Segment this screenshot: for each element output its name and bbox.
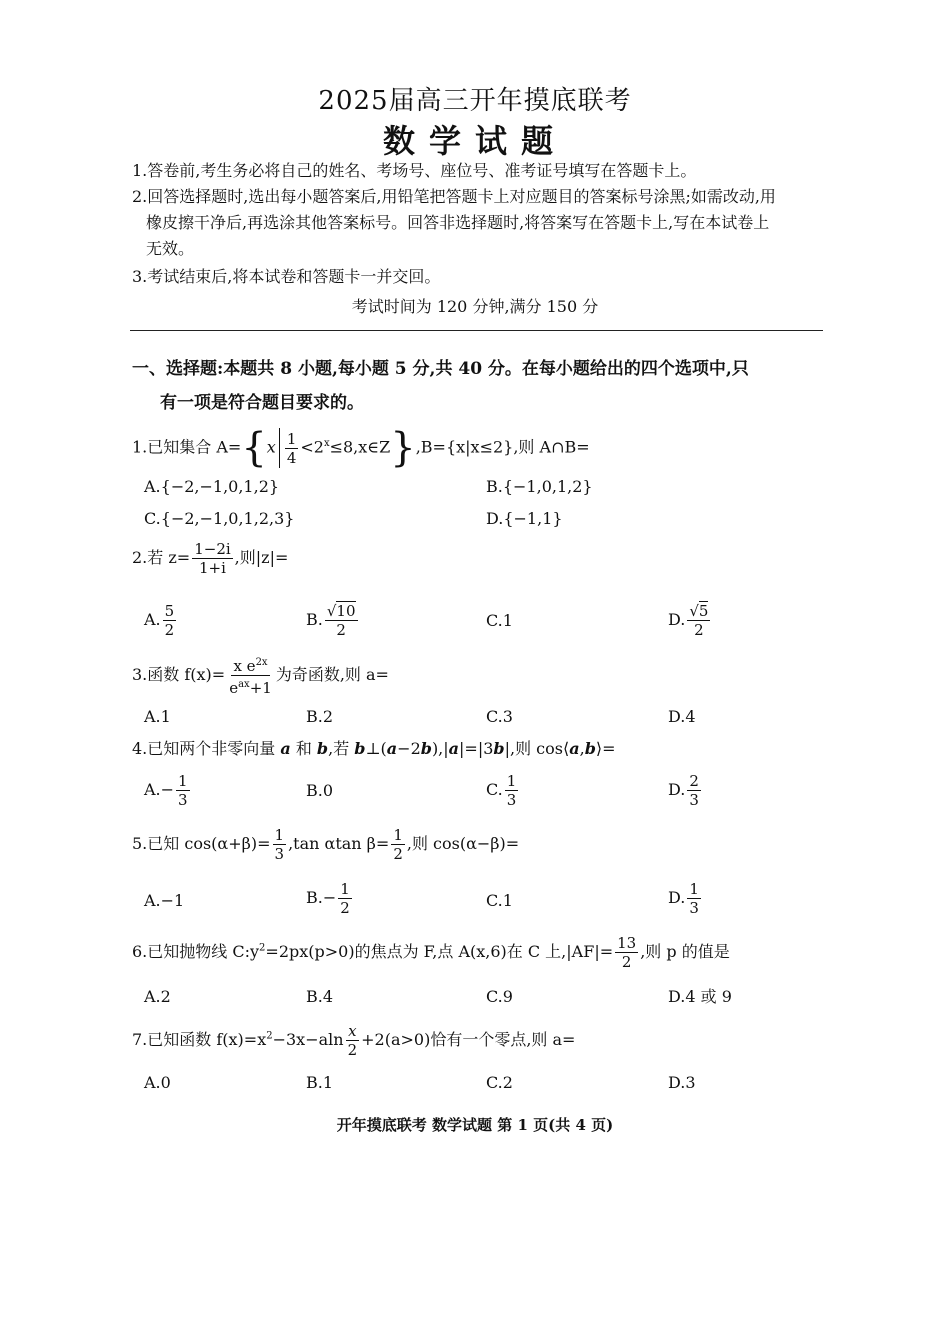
exam-time-info: 考试时间为 120 分钟,满分 150 分 bbox=[351, 297, 599, 316]
q7-option-c: C.2 bbox=[486, 1073, 513, 1092]
right-brace: } bbox=[390, 425, 416, 471]
q2-option-a: A. $\frac{5}{2}$ bbox=[144, 602, 175, 639]
page-footer: 开年摸底联考 数学试题 第 1 页(共 4 页) bbox=[336, 1116, 614, 1134]
q1-option-a: A.{−2,−1,0,1,2} bbox=[144, 477, 280, 496]
notice-1: 1.答卷前,考生务必将自己的姓名、考场号、座位号、准考证号填写在答题卡上。 bbox=[132, 161, 697, 180]
q4-option-c: C. $\frac{1}{3}$ bbox=[486, 772, 517, 809]
q5-option-d: D. $\frac{1}{3}$ bbox=[668, 880, 699, 917]
q6-option-d: D.4 或 9 bbox=[668, 987, 732, 1006]
fraction: $\frac{1-2i}{1+i}$ bbox=[194, 540, 231, 577]
q1-option-b: B.{−1,0,1,2} bbox=[486, 477, 593, 496]
subject-title: 数学试题 bbox=[382, 122, 567, 160]
question-4: 4.已知两个非零向量 a 和 b,若 b⊥(a−2b),|a|=|3b|,则 cos⟨a,b⟩= bbox=[132, 739, 616, 758]
question-2: 2.若 z= $\frac{1-2i}{1+i}$ ,则|z|= bbox=[132, 540, 289, 577]
q2-option-c: C.1 bbox=[486, 611, 513, 630]
question-1: 1.已知集合 A={x $\frac{1}{4}$ $<2^x\le 8,x\in Z\},B=\{x|x\le 2\}$,则 A∩B= bbox=[132, 425, 590, 471]
q2-option-d: D. $\frac{√5}{2}$ bbox=[668, 602, 709, 639]
q7-option-b: B.1 bbox=[306, 1073, 334, 1092]
q7-option-a: A.0 bbox=[144, 1073, 171, 1092]
question-7: 7.已知函数 $f(x)=x^2-3x-aln$ $\frac{x}{2}$ +2(a>0)恰有一个零点,则 a= bbox=[132, 1022, 576, 1059]
q1-option-d: D.{−1,1} bbox=[486, 509, 563, 528]
question-5: 5.已知 cos(α+β)= $\frac{1}{3}$ ,tan αtan β= $\frac{1}{2}$ ,则 cos(α−β)= bbox=[132, 826, 520, 863]
q6-option-a: A.2 bbox=[144, 987, 171, 1006]
q1-option-c: C.{−2,−1,0,1,2,3} bbox=[144, 509, 295, 528]
q4-option-a: A.− $\frac{1}{3}$ bbox=[144, 772, 188, 809]
q6-option-c: C.9 bbox=[486, 987, 513, 1006]
q7-option-d: D.3 bbox=[668, 1073, 696, 1092]
section-1-heading-cont: 有一项是符合题目要求的。 bbox=[160, 393, 364, 413]
q3-option-d: D.4 bbox=[668, 707, 696, 726]
q5-option-b: B.− $\frac{1}{2}$ bbox=[306, 880, 350, 917]
q5-option-c: C.1 bbox=[486, 891, 513, 910]
question-3: 3.函数 f(x)= $\frac{x e^{2x}}{e^{ax}+1}$ 为奇函数,则 a= bbox=[132, 654, 389, 697]
q6-option-b: B.4 bbox=[306, 987, 334, 1006]
left-brace: { bbox=[241, 425, 267, 471]
notice-2-cont: 橡皮擦干净后,再选涂其他答案标号。回答非选择题时,将答案写在答题卡上,写在本试卷上 bbox=[146, 213, 770, 232]
fraction: $\frac{1}{4}$ bbox=[286, 429, 297, 467]
question-6: 6.已知抛物线 $C:y^2=2px(p>0)$的焦点为 F,点 A(x,6)在 C 上,|AF|= $\frac{13}{2}$ ,则 p 的值是 bbox=[132, 934, 730, 971]
q2-option-b: B. $\frac{√10}{2}$ bbox=[306, 602, 356, 639]
q4-option-d: D. $\frac{2}{3}$ bbox=[668, 772, 699, 809]
q3-option-b: B.2 bbox=[306, 707, 334, 726]
q3-option-a: A.1 bbox=[144, 707, 171, 726]
q4-option-b: B.0 bbox=[306, 781, 334, 800]
divider-line bbox=[130, 330, 823, 331]
notice-2: 2.回答选择题时,选出每小题答案后,用铅笔把答题卡上对应题目的答案标号涂黑;如需改动,用 bbox=[132, 187, 776, 206]
section-1-heading: 一、选择题:本题共 8 小题,每小题 5 分,共 40 分。在每小题给出的四个选项中,只 bbox=[132, 359, 749, 379]
exam-title: 2025届高三开年摸底联考 bbox=[318, 86, 632, 116]
notice-3: 3.考试结束后,将本试卷和答题卡一并交回。 bbox=[132, 267, 441, 286]
notice-2-end: 无效。 bbox=[146, 239, 195, 258]
set-bar bbox=[279, 428, 280, 468]
q5-option-a: A.−1 bbox=[144, 891, 185, 910]
fraction: $\frac{x e^{2x}}{e^{ax}+1}$ bbox=[227, 654, 274, 697]
q3-option-c: C.3 bbox=[486, 707, 513, 726]
